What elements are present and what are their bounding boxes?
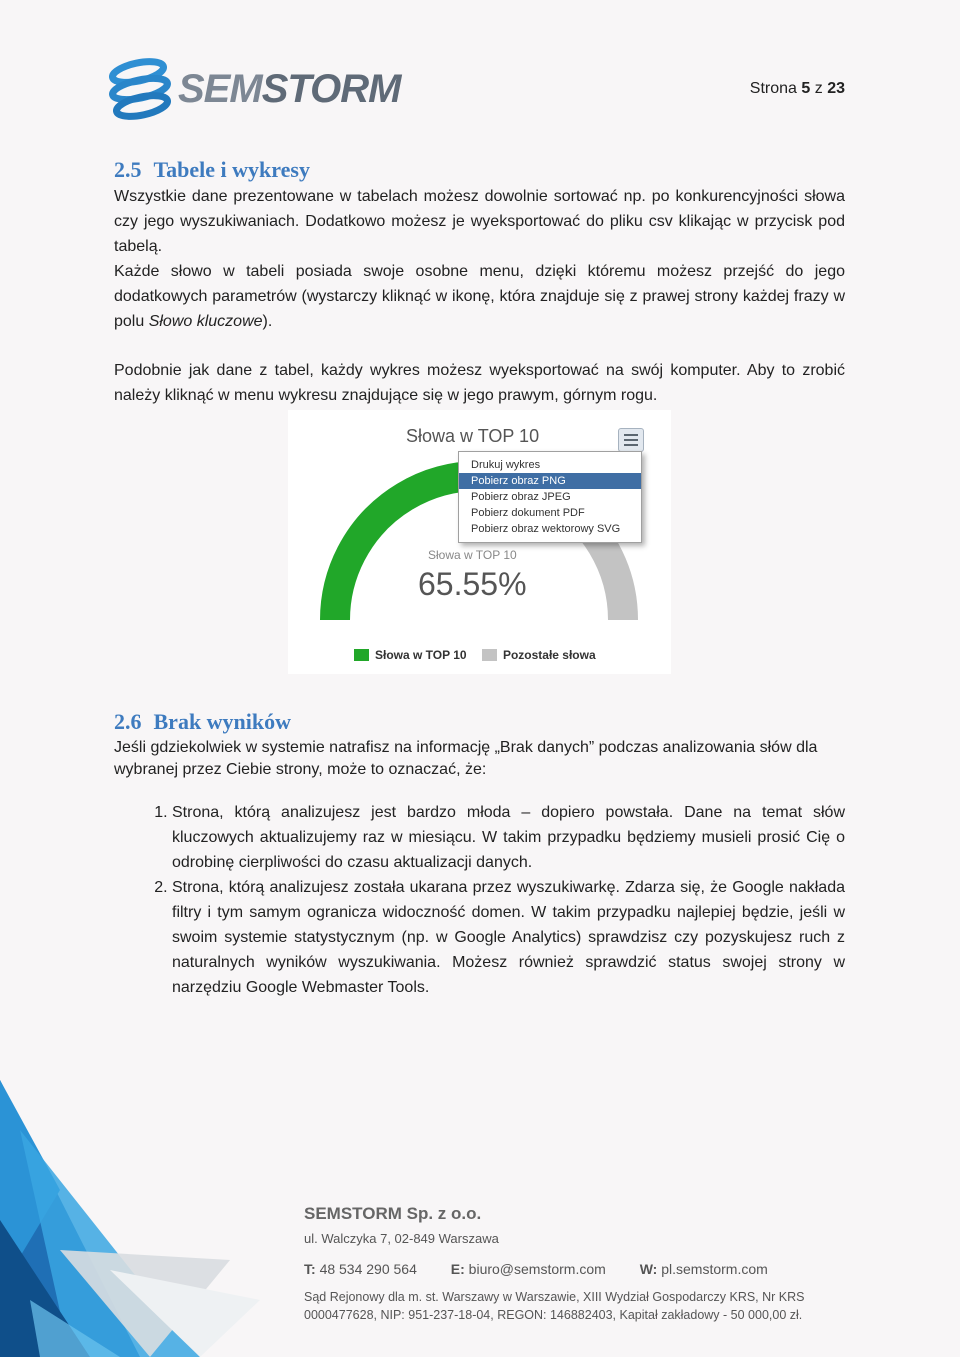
list-item: 2. Strona, którą analizujesz została ukarana przez wyszukiwarkę. Zdarza się, że Google nakłada filtry i tym samym ogranicza widoczność domen. W takim przypadku najlepiej będzie, jeśli w swoim systemie statystycznym (np. w Google Analytics) sprawdzisz czy pozyskujesz ruch z naturalnych wyników wyszukiwania. Możesz również sprawdzić status swojej strony w narzędziu Google Webmaster Tools. xyxy=(172,875,845,1000)
reasons-list xyxy=(114,800,845,1000)
legend-item-top10[interactable]: Słowa w TOP 10 xyxy=(354,648,467,662)
chart-title: Słowa w TOP 10 xyxy=(406,426,540,446)
paragraph-no-data-intro: Jeśli gdziekolwiek w systemie natrafisz na informację „Brak danych” podczas analizowania słów dla wybranej przez Ciebie strony, może to oznaczać, że: xyxy=(114,739,818,778)
chart-export-dropdown xyxy=(458,451,642,543)
menu-item-jpeg[interactable]: Pobierz obraz JPEG xyxy=(471,491,571,503)
page-number: Strona 5 z 23 xyxy=(749,80,845,97)
section-heading-tables: 2.5 Tabele i wykresy xyxy=(114,157,310,182)
paragraph-chart-export: Podobnie jak dane z tabel, każdy wykres możesz wyeksportować na swój komputer. Aby to zrobić należy kliknąć w menu wykresu znajdujące się w jego prawym, górnym rogu. xyxy=(114,362,845,404)
list-item: 1. Strona, którą analizujesz jest bardzo młoda – dopiero powstała. Dane na temat słów kluczowych aktualizujemy raz w miesiącu. W takim przypadku będziemy musieli prosić Cię o odrobinę cierpliwości do czasu aktualizacji danych. xyxy=(172,800,845,875)
footer xyxy=(304,1200,844,1324)
paragraph-sorting: Wszystkie dane prezentowane w tabelach możesz dowolnie sortować np. po konkurencyjności słowa czy jego wyszukiwaniach. Dodatkowo możesz je wyeksportować do pliku csv klikając w przycisk pod tabelą. xyxy=(114,188,845,255)
chart-legend xyxy=(354,648,608,662)
footer-company: SEMSTORM Sp. z o.o. xyxy=(304,1204,482,1223)
footer-email[interactable]: biuro@semstorm.com xyxy=(468,1261,606,1277)
logo-text: SEMSTORM xyxy=(178,67,401,111)
semstorm-logo xyxy=(108,58,401,120)
chart-export-screenshot xyxy=(288,410,671,674)
legend-swatch-green xyxy=(354,649,369,661)
footer-website[interactable]: pl.semstorm.com xyxy=(661,1261,768,1277)
gauge-center-label: Słowa w TOP 10 xyxy=(428,548,517,562)
legend-item-other[interactable]: Pozostałe słowa xyxy=(482,648,596,662)
menu-item-svg[interactable]: Pobierz obraz wektorowy SVG xyxy=(471,523,621,535)
gauge-center-value: 65.55% xyxy=(418,566,527,602)
menu-item-png[interactable]: Pobierz obraz PNG xyxy=(459,473,641,489)
footer-phone: 48 534 290 564 xyxy=(319,1261,417,1277)
footer-address: ul. Walczyka 7, 02-849 Warszawa xyxy=(304,1231,499,1246)
semstorm-logo-icon xyxy=(108,58,172,120)
hamburger-menu-icon xyxy=(624,434,638,436)
paragraph-word-menu: Każde słowo w tabeli posiada swoje osobne menu, dzięki któremu możesz przejść do jego dodatkowych parametrów (wystarczy kliknąć w ikonę, która znajduje się z prawej strony każdej frazy w polu Słowo kluczowe). xyxy=(114,263,845,330)
menu-item-print[interactable]: Drukuj wykres xyxy=(471,459,541,471)
footer-legal: Sąd Rejonowy dla m. st. Warszawy w Warszawie, XIII Wydział Gospodarczy KRS, Nr KRS 0000477628, NIP: 951-237-18-04, REGON: 146882403, Kapitał zakładowy - 50 000,00 zł. xyxy=(304,1290,805,1322)
footer-contacts: T: 48 534 290 564 E: biuro@semstorm.com W: pl.semstorm.com xyxy=(304,1261,768,1277)
chart-menu-button[interactable] xyxy=(618,428,644,452)
menu-item-pdf[interactable]: Pobierz dokument PDF xyxy=(471,507,585,519)
section-heading-no-results: 2.6 Brak wyników xyxy=(114,709,292,734)
legend-swatch-gray xyxy=(482,649,497,661)
decorative-triangles xyxy=(0,1070,310,1357)
